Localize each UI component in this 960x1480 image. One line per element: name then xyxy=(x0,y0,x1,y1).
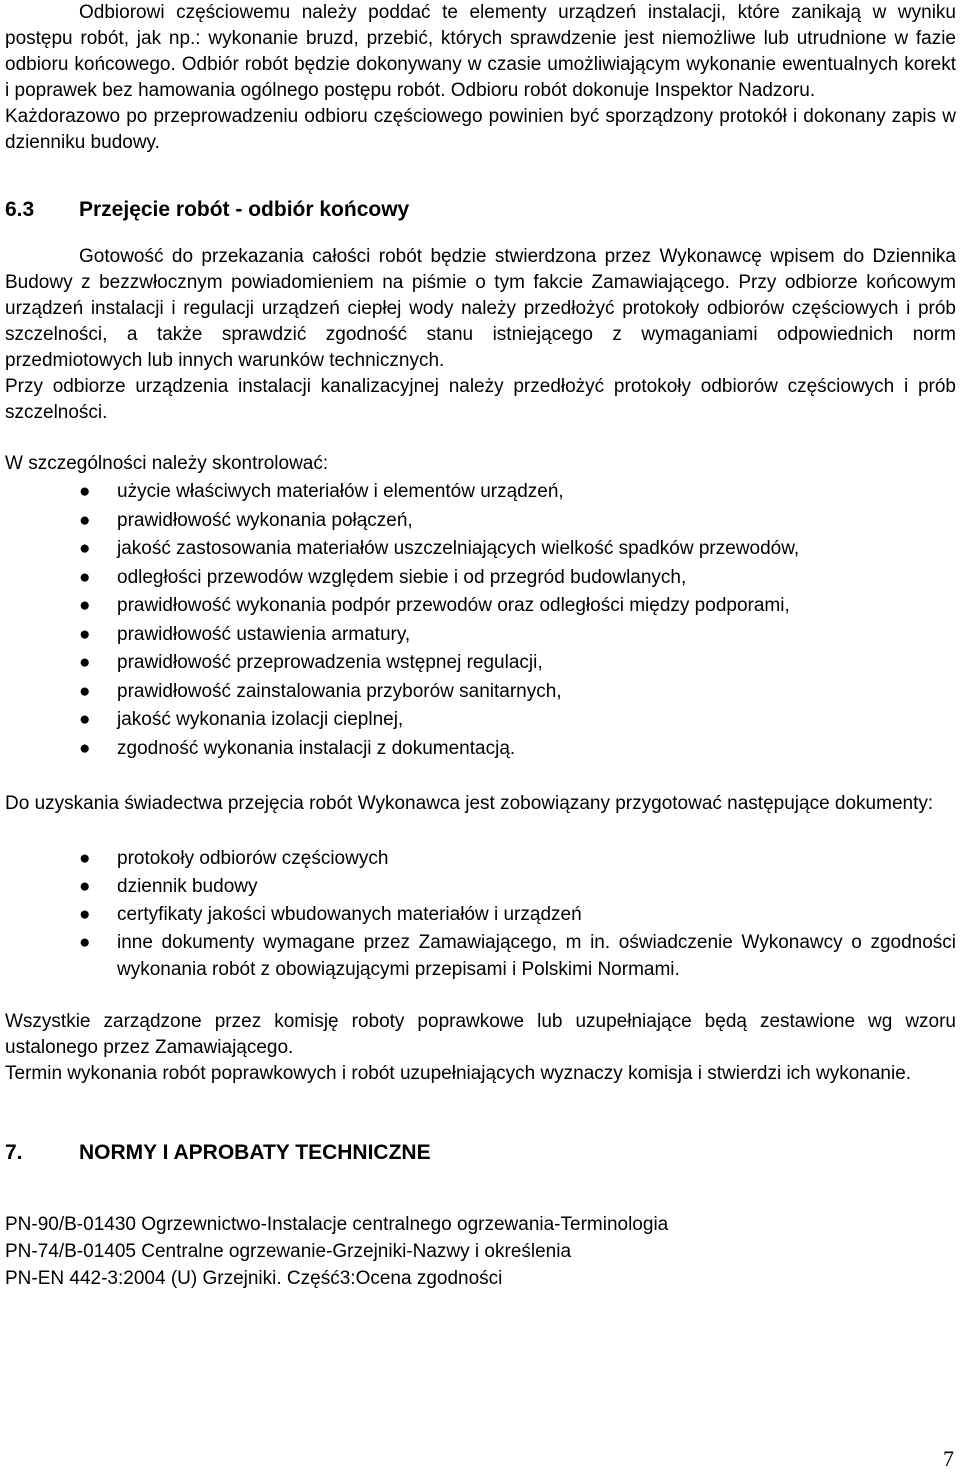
bullet-icon: ● xyxy=(79,595,91,616)
list-item: ● dziennik budowy xyxy=(5,873,956,901)
list-item: ● prawidłowość ustawienia armatury, xyxy=(5,621,956,650)
page-number: 7 xyxy=(943,1446,954,1471)
list-item: ● prawidłowość zainstalowania przyborów sanitarnych, xyxy=(5,678,956,707)
check-list xyxy=(5,478,956,763)
paragraph-sewer-acceptance: Przy odbiorze urządzenia instalacji kanalizacyjnej należy przedłożyć protokoły odbiorów częściowych i prób szczelności. xyxy=(5,376,956,423)
list-item: ● certyfikaty jakości wbudowanych materiałów i urządzeń xyxy=(5,901,956,929)
paragraph-protocol: Każdorazowo po przeprowadzeniu odbioru częściowego powinien być sporządzony protokół i dokonany zapis w dzienniku budowy. xyxy=(5,106,956,153)
bullet-icon: ● xyxy=(79,680,91,702)
paragraph-final-acceptance: Gotowość do przekazania całości robót będzie stwierdzona przez Wykonawcę wpisem do Dziennika Budowy z bezzwłocznym powiadomieniem na piśmie o tym fakcie Zamawiającego. Przy odbiorze końcowym urządzeń instalacji i regulacji urządzeń ciepłej wody należy przedłożyć protokoły odbiorów częściowych i prób szczelności, a także sprawdzić zgodność stanu istniejącego z wymaganiami odpowiednich norm przedmiotowych lub innych warunków technicznych. xyxy=(5,246,956,371)
norm-item: PN-74/B-01405 Centralne ogrzewanie-Grzejniki-Nazwy i określenia xyxy=(5,1241,572,1262)
document-page xyxy=(5,0,956,1292)
section-number: 7. xyxy=(5,1141,23,1164)
bullet-icon: ● xyxy=(79,932,91,953)
list-item: ● jakość zastosowania materiałów uszczelniających wielkość spadków przewodów, xyxy=(5,535,956,564)
section-heading-6-3 xyxy=(5,196,956,224)
paragraph-corrections: Wszystkie zarządzone przez komisję roboty poprawkowe lub uzupełniające będą zestawione wg wzoru ustalonego przez Zamawiającego. xyxy=(5,1011,956,1058)
docs-intro: Do uzyskania świadectwa przejęcia robót Wykonawca jest zobowiązany przygotować następujące dokumenty: xyxy=(5,793,934,814)
bullet-icon: ● xyxy=(79,737,91,759)
list-item: ● odległości przewodów względem siebie i od przegród budowlanych, xyxy=(5,564,956,593)
list-item: ● protokoły odbiorów częściowych xyxy=(5,845,956,873)
bullet-icon: ● xyxy=(79,848,91,869)
check-intro: W szczególności należy skontrolować: xyxy=(5,453,329,474)
norm-item: PN-EN 442-3:2004 (U) Grzejniki. Część3:Ocena zgodności xyxy=(5,1268,503,1289)
list-item: ● zgodność wykonania instalacji z dokumentacją. xyxy=(5,735,956,764)
bullet-icon: ● xyxy=(79,652,91,673)
paragraph-partial-acceptance: Odbiorowi częściowemu należy poddać te elementy urządzeń instalacji, które zanikają w wyniku postępu robót, jak np.: wykonanie bruzd, przebić, których sprawdzenie jest niemożliwe lub utrudnione w fazie odbioru końcowego. Odbiór robót będzie dokonywany w czasie umożliwiającym wykonanie ewentualnych korekt i poprawek bez hamowania ogólnego postępu robót. Odbioru robót dokonuje Inspektor Nadzoru. xyxy=(5,2,956,101)
list-item: ● jakość wykonania izolacji cieplnej, xyxy=(5,706,956,735)
list-item: ● prawidłowość wykonania podpór przewodów oraz odległości między podporami, xyxy=(5,592,956,621)
bullet-icon: ● xyxy=(79,876,91,897)
bullet-icon: ● xyxy=(79,904,91,925)
bullet-icon: ● xyxy=(79,566,91,588)
bullet-icon: ● xyxy=(79,509,91,531)
norm-item: PN-90/B-01430 Ogrzewnictwo-Instalacje centralnego ogrzewania-Terminologia xyxy=(5,1214,669,1235)
bullet-icon: ● xyxy=(79,623,91,645)
paragraph-deadline: Termin wykonania robót poprawkowych i robót uzupełniających wyznaczy komisja i stwierdzi ich wykonanie. xyxy=(5,1063,912,1084)
bullet-icon: ● xyxy=(79,481,91,502)
list-item: ● inne dokumenty wymagane przez Zamawiającego, m in. oświadczenie Wykonawcy o zgodności wykonania robót z obowiązującymi przepisami i Polskimi Normami. xyxy=(5,929,956,983)
section-title: NORMY I APROBATY TECHNICZNE xyxy=(79,1141,431,1164)
list-item: ● użycie właściwych materiałów i elementów urządzeń, xyxy=(5,478,956,507)
section-title: Przejęcie robót - odbiór końcowy xyxy=(79,198,410,221)
list-item: ● prawidłowość przeprowadzenia wstępnej regulacji, xyxy=(5,649,956,678)
list-item: ● prawidłowość wykonania połączeń, xyxy=(5,507,956,536)
bullet-icon: ● xyxy=(79,538,91,559)
section-number: 6.3 xyxy=(5,198,35,221)
docs-list xyxy=(5,845,956,983)
bullet-icon: ● xyxy=(79,709,91,730)
norms-list xyxy=(5,1211,956,1292)
section-heading-7 xyxy=(5,1139,956,1167)
